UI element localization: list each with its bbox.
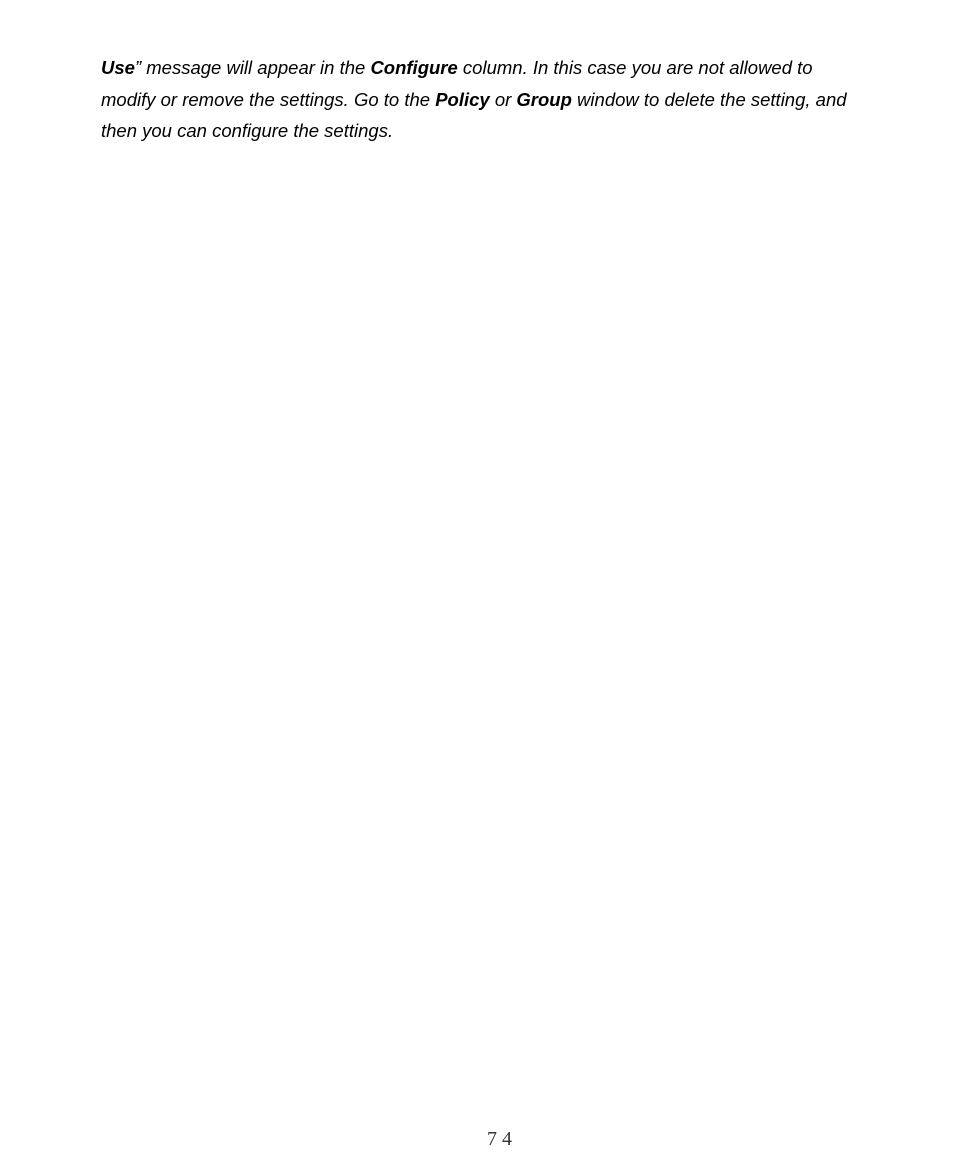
text-segment: or: [489, 88, 517, 110]
group-term: Group: [516, 88, 572, 110]
text-segment: ” message will appear in the: [134, 57, 371, 78]
paragraph-line-3: [101, 120, 393, 141]
paragraph-line-2: [101, 89, 847, 110]
text-segment: then you can configure the settings.: [101, 120, 394, 141]
policy-term: Policy: [435, 88, 490, 110]
body-paragraph: [101, 52, 901, 147]
text-segment: window to delete the setting, and: [571, 88, 847, 110]
page-number: 74: [487, 1128, 517, 1150]
text-segment: column. In this case you are not allowed to: [457, 57, 813, 78]
configure-term: Configure: [370, 57, 458, 78]
text-segment: modify or remove the settings. Go to the: [101, 88, 436, 110]
use-term: Use: [101, 57, 135, 78]
paragraph-line-1: [101, 57, 813, 78]
